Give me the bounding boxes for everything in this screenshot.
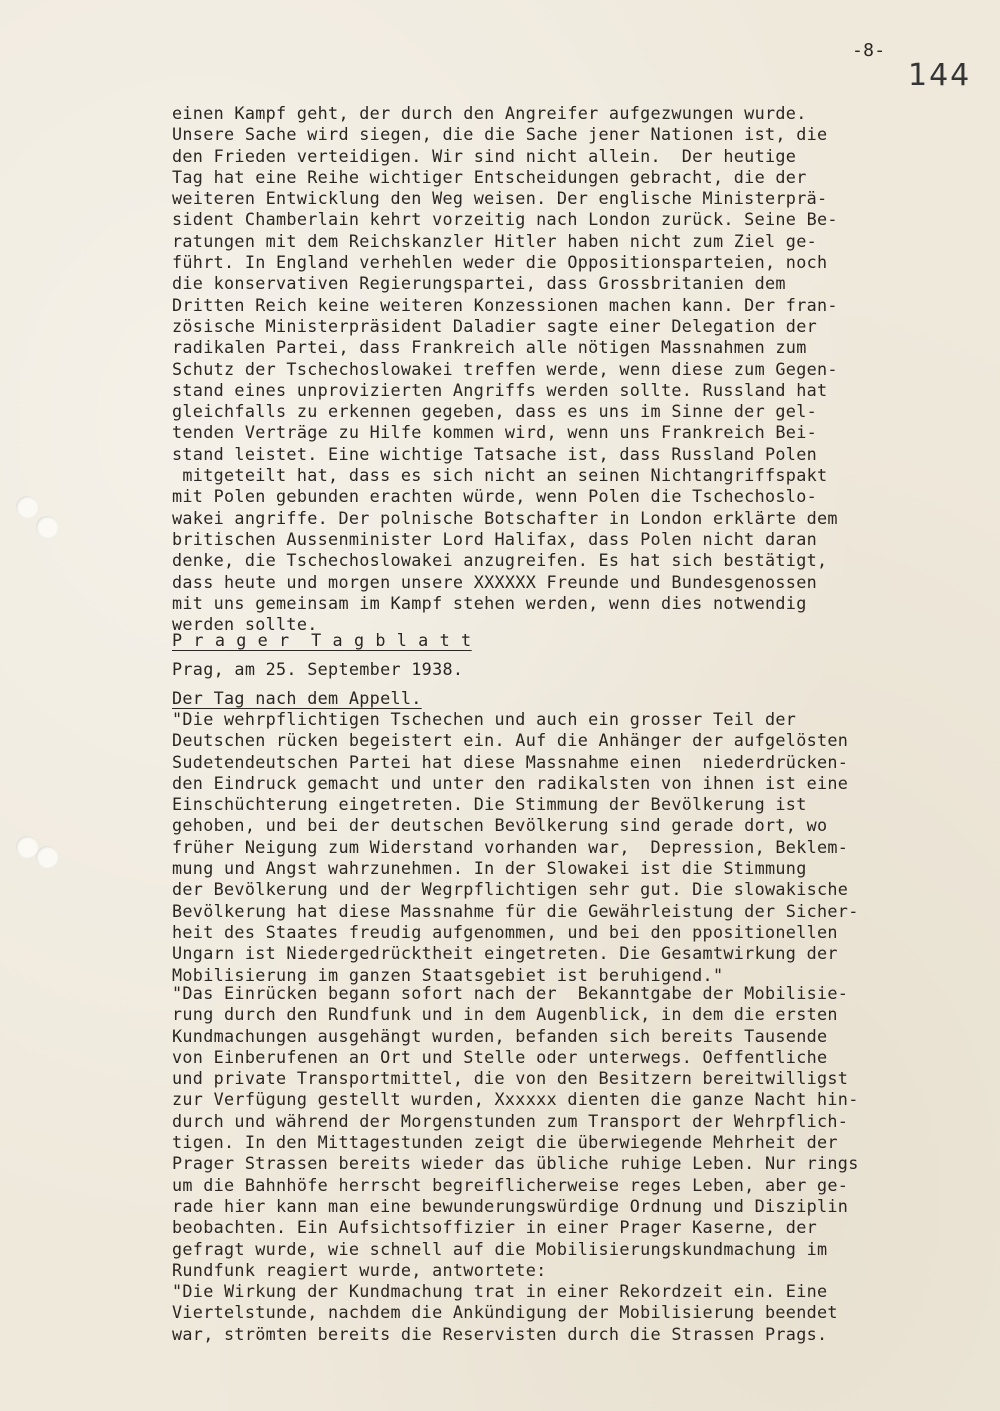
text-line: Einschüchterung eingetreten. Die Stimmung der Bevölkerung ist bbox=[172, 794, 807, 815]
text-line: stand eines unprovizierten Angriffs werden sollte. Russland hat bbox=[172, 379, 828, 400]
text-line: früher Neigung zum Widerstand vorhanden war, Depression, Beklem- bbox=[172, 836, 849, 857]
text-line: die konservativen Regierungspartei, dass Grossbritanien dem bbox=[172, 273, 786, 294]
text-line: war, strömten bereits die Reservisten durch die Strassen Prags. bbox=[172, 1323, 828, 1344]
text-line: "Die Wirkung der Kundmachung trat in einer Rekordzeit ein. Eine bbox=[172, 1281, 828, 1302]
text-line: Sudetendeutschen Partei hat diese Massnahme einen niederdrücken- bbox=[172, 751, 849, 772]
text-line: einen Kampf geht, der durch den Angreifer aufgezwungen wurde. bbox=[172, 103, 807, 123]
text-line: denke, die Tschechoslowakei anzugreifen. Es hat sich bestätigt, bbox=[172, 550, 828, 571]
punch-hole bbox=[16, 836, 38, 858]
article-title: Der Tag nach dem Appell. bbox=[172, 688, 422, 708]
text-line: von Einberufenen an Ort und Stelle oder unterwegs. Oeffentliche bbox=[172, 1046, 828, 1067]
paragraph-3 bbox=[172, 983, 859, 1345]
text-line: Prager Strassen bereits wieder das übliche ruhige Leben. Nur rings bbox=[172, 1153, 859, 1174]
text-line: Mobilisierung im ganzen Staatsgebiet ist beruhigend." bbox=[172, 964, 724, 985]
text-line: Ungarn ist Niedergedrücktheit eingetreten. Die Gesamtwirkung der bbox=[172, 943, 838, 964]
handwritten-folio-number: 144 bbox=[908, 58, 972, 93]
source-date: Prag, am 25. September 1938. bbox=[172, 659, 464, 679]
text-line: beobachten. Ein Aufsichtsoffizier in einer Prager Kaserne, der bbox=[172, 1217, 817, 1238]
text-line: britischen Aussenminister Lord Halifax, dass Polen nicht daran bbox=[172, 528, 817, 549]
text-line: durch und während der Morgenstunden zum Transport der Wehrpflich- bbox=[172, 1110, 849, 1131]
text-line: dass heute und morgen unsere XXXXXX Freunde und Bundesgenossen bbox=[172, 571, 817, 592]
text-line: gehoben, und bei der deutschen Bevölkerung sind gerade dort, wo bbox=[172, 815, 828, 836]
text-line: Kundmachungen ausgehängt wurden, befanden sich bereits Tausende bbox=[172, 1025, 828, 1046]
text-line: mit Polen gebunden erachten würde, wenn Polen die Tschechoslo- bbox=[172, 486, 817, 507]
punch-hole bbox=[36, 846, 58, 868]
text-line: Viertelstunde, nachdem die Ankündigung der Mobilisierung beendet bbox=[172, 1302, 838, 1323]
text-line: den Eindruck gemacht und unter den radikalsten von ihnen ist eine bbox=[172, 772, 849, 793]
text-line: "Das Einrücken begann sofort nach der Bekanntgabe der Mobilisie- bbox=[172, 983, 849, 1003]
text-line: heit des Staates freudig aufgenommen, und bei den ppositionellen bbox=[172, 921, 838, 942]
text-line: mung und Angst wahrzunehmen. In der Slowakei ist die Stimmung bbox=[172, 858, 807, 879]
text-line: und private Transportmittel, die von den Besitzern bereitwilligst bbox=[172, 1068, 849, 1089]
text-line: zur Verfügung gestellt wurden, Xxxxxx dienten die ganze Nacht hin- bbox=[172, 1089, 859, 1110]
punch-hole bbox=[36, 516, 58, 538]
paragraph-2 bbox=[172, 709, 859, 986]
text-line: weiteren Entwicklung den Weg weisen. Der englische Ministerprä- bbox=[172, 188, 828, 209]
text-line: Bevölkerung hat diese Massnahme für die Gewährleistung der Sicher- bbox=[172, 900, 859, 921]
text-line: rade hier kann man eine bewunderungswürdige Ordnung und Disziplin bbox=[172, 1195, 849, 1216]
text-line: Tag hat eine Reihe wichtiger Entscheidungen gebracht, die der bbox=[172, 166, 807, 187]
text-line: mitgeteilt hat, dass es sich nicht an seinen Nichtangriffspakt bbox=[172, 465, 828, 486]
text-line: Rundfunk reagiert wurde, antwortete: bbox=[172, 1259, 547, 1280]
text-line: Unsere Sache wird siegen, die die Sache jener Nationen ist, die bbox=[172, 124, 828, 145]
text-line: sident Chamberlain kehrt vorzeitig nach London zurück. Seine Be- bbox=[172, 209, 838, 230]
text-line: den Frieden verteidigen. Wir sind nicht allein. Der heutige bbox=[172, 145, 797, 166]
text-line: Deutschen rücken begeistert ein. Auf die Anhänger der aufgelösten bbox=[172, 730, 849, 751]
text-line: gleichfalls zu erkennen gegeben, dass es uns im Sinne der gel- bbox=[172, 401, 817, 422]
text-line: radikalen Partei, dass Frankreich alle nötigen Massnahmen zum bbox=[172, 337, 807, 358]
text-line: tigen. In den Mittagestunden zeigt die überwiegende Mehrheit der bbox=[172, 1132, 838, 1153]
page-number: -8- bbox=[852, 40, 886, 61]
text-line: mit uns gemeinsam im Kampf stehen werden, wenn dies notwendig bbox=[172, 592, 807, 613]
text-line: Schutz der Tschechoslowakei treffen werde, wenn diese zum Gegen- bbox=[172, 358, 838, 379]
text-line: führt. In England verhehlen weder die Oppositionsparteien, noch bbox=[172, 252, 828, 273]
text-line: gefragt wurde, wie schnell auf die Mobilisierungskundmachung im bbox=[172, 1238, 828, 1259]
text-line: Dritten Reich keine weiteren Konzessionen machen kann. Der fran- bbox=[172, 294, 838, 315]
text-line: "Die wehrpflichtigen Tschechen und auch ein grosser Teil der bbox=[172, 709, 797, 729]
text-line: stand leistet. Eine wichtige Tatsache ist, dass Russland Polen bbox=[172, 443, 817, 464]
text-line: um die Bahnhöfe herrscht begreiflicherweise reges Leben, aber ge- bbox=[172, 1174, 849, 1195]
text-line: zösische Ministerpräsident Daladier sagte einer Delegation der bbox=[172, 315, 817, 336]
punch-hole bbox=[16, 496, 38, 518]
text-line: ratungen mit dem Reichskanzler Hitler haben nicht zum Ziel ge- bbox=[172, 230, 817, 251]
text-line: der Bevölkerung und der Wegrpflichtigen sehr gut. Die slowakische bbox=[172, 879, 849, 900]
text-line: werden sollte. bbox=[172, 614, 318, 635]
text-line: rung durch den Rundfunk und in dem Augenblick, in dem die ersten bbox=[172, 1004, 838, 1025]
text-line: tenden Verträge zu Hilfe kommen wird, wenn uns Frankreich Bei- bbox=[172, 422, 817, 443]
text-line: wakei angriffe. Der polnische Botschafter in London erklärte dem bbox=[172, 507, 838, 528]
paragraph-1 bbox=[172, 103, 838, 635]
source-name: P r a g e r T a g b l a t t bbox=[172, 630, 472, 650]
